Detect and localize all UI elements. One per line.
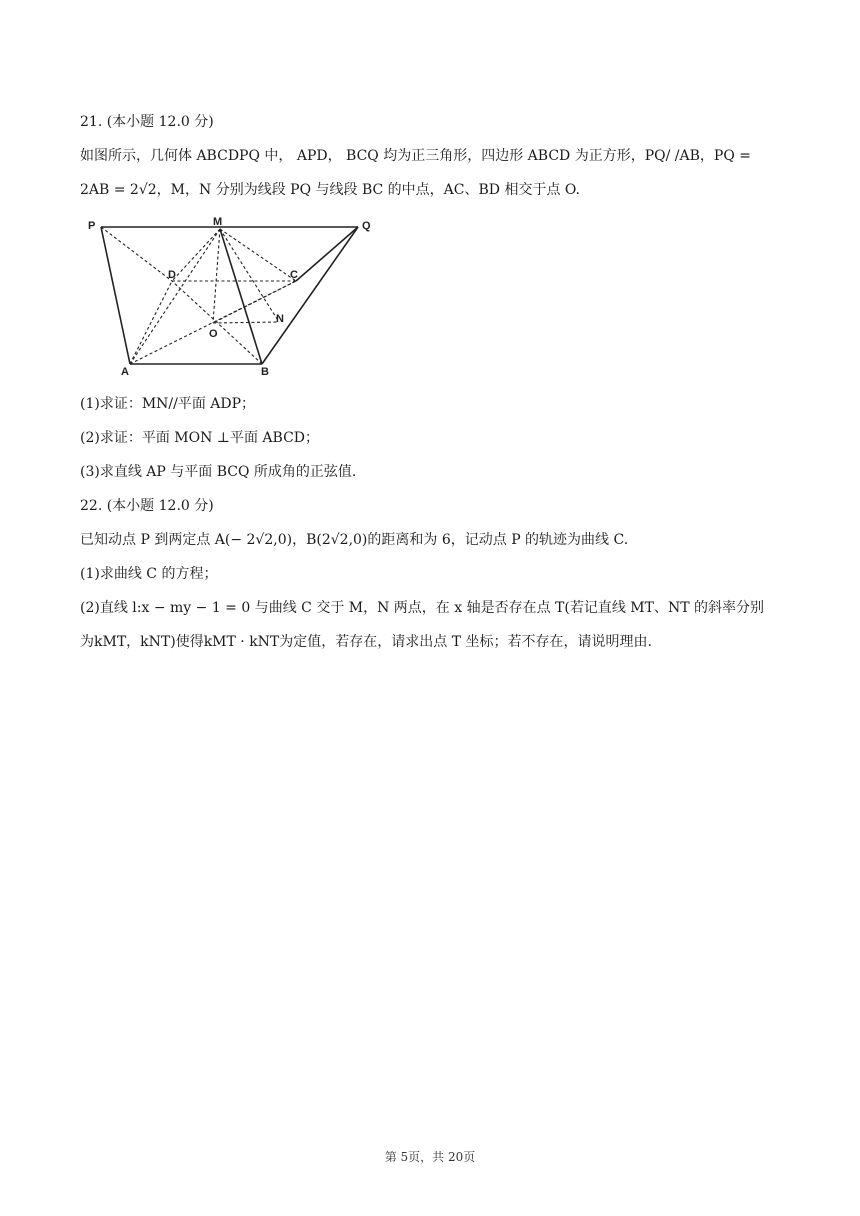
label-Q: Q	[362, 220, 371, 232]
edge-MB	[220, 229, 262, 364]
label-P: P	[88, 220, 96, 232]
label-N: N	[276, 313, 284, 325]
q22-part1: (1)求曲线 C 的方程；	[80, 566, 218, 582]
edge-AD	[130, 281, 172, 364]
q21-part1: (1)求证：MN//平面 ADP；	[80, 396, 256, 412]
q22-part2-line2: 为kMT，kNT)使得kMT · kNT为定值，若存在，请求出点 T 坐标；若不存在，请说明理由.	[80, 634, 652, 650]
edge-PD	[101, 227, 172, 281]
page-footer: 第 5页，共 20页	[384, 1150, 476, 1164]
q21-part3: (3)求直线 AP 与平面 BCQ 所成角的正弦值.	[80, 464, 357, 480]
q22-part2-line1: (2)直线 l:x − my − 1 = 0 与曲线 C 交于 M，N 两点，在 x 轴是否存在点 T(若记直线 MT、NT 的斜率分别	[80, 600, 765, 616]
edge-QB	[262, 227, 358, 364]
geometry-figure	[80, 212, 380, 384]
q21-stem-line2: 2AB = 2√2，M，N 分别为线段 PQ 与线段 BC 的中点，AC、BD 相交于点 O.	[80, 182, 581, 198]
q22-header: 22. (本小题 12.0 分)	[80, 498, 214, 514]
edge-PA	[101, 227, 130, 364]
segment-ON	[213, 322, 279, 323]
label-B: B	[261, 366, 269, 378]
edge-MA	[130, 229, 220, 364]
label-C: C	[290, 269, 298, 281]
segment-MN	[220, 229, 279, 322]
label-O: O	[209, 328, 218, 340]
edge-MC	[220, 229, 296, 281]
q21-stem-line1: 如图所示，几何体 ABCDPQ 中， APD， BCQ 均为正三角形，四边形 ABCD 为正方形，PQ/ /AB，PQ =	[80, 148, 751, 164]
q21-header: 21. (本小题 12.0 分)	[80, 114, 214, 130]
label-A: A	[121, 366, 129, 378]
segment-MO	[213, 229, 220, 323]
label-D: D	[168, 269, 176, 281]
edge-QC	[296, 227, 358, 281]
label-M: M	[213, 216, 223, 228]
q22-stem: 已知动点 P 到两定点 A(− 2√2,0)，B(2√2,0)的距离和为 6，记动点 P 的轨迹为曲线 C.	[80, 532, 629, 548]
q21-part2: (2)求证：平面 MON ⊥平面 ABCD；	[80, 430, 320, 446]
edge-MD	[172, 229, 220, 281]
